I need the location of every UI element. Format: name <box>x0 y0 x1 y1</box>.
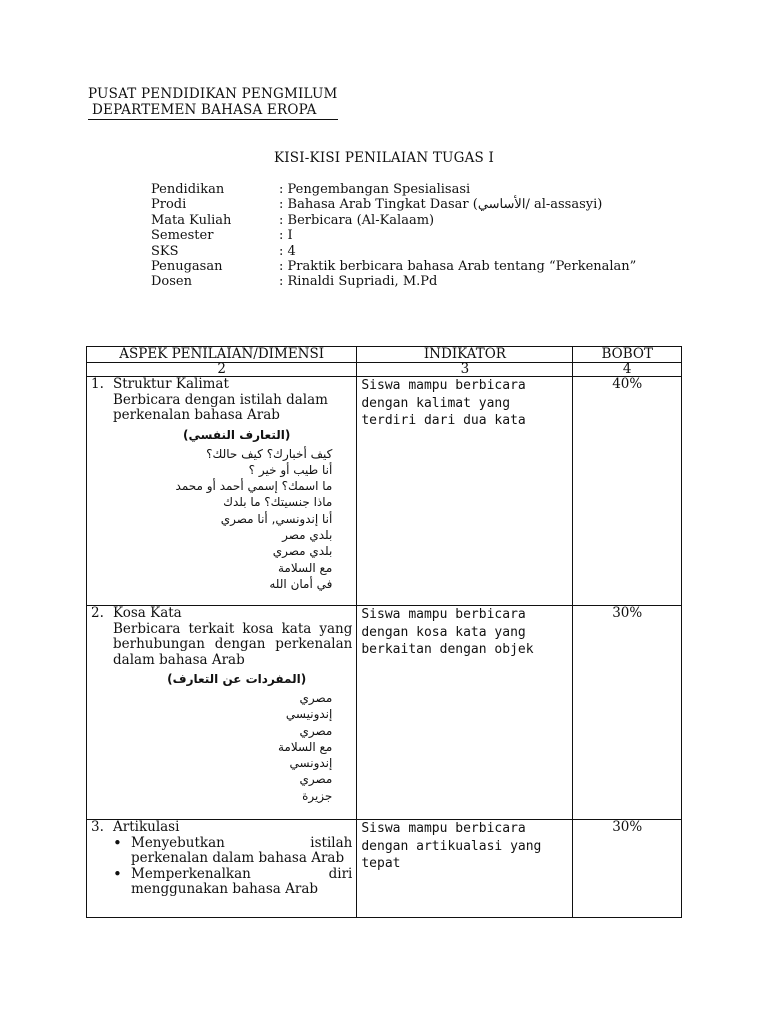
aspect-title: Artikulasi <box>113 819 180 835</box>
arabic-line: في أمان الله <box>269 576 333 591</box>
aspect-cell <box>87 377 357 606</box>
column-number: 3 <box>357 363 573 377</box>
meta-row-dosen <box>151 274 636 289</box>
meta-value: : Pengembangan Spesialisasi <box>279 182 471 197</box>
aspect-bullet-list <box>91 836 352 898</box>
aspect-description: Berbicara terkait kosa kata yang berhubungan dengan perkenalan dalam bahasa Arab <box>113 620 353 668</box>
meta-row-sks <box>151 244 636 259</box>
arabic-line: مصري <box>299 772 333 787</box>
meta-value: : Berbicara (Al-Kalaam) <box>279 212 435 228</box>
arabic-heading: (التعارف النفسي) <box>183 427 291 442</box>
column-number: 4 <box>573 363 682 377</box>
meta-value: : I <box>279 228 293 244</box>
table-row <box>87 606 682 820</box>
table-row <box>87 377 682 606</box>
arabic-line: إندونسي <box>289 756 333 771</box>
indicator-cell: Siswa mampu berbicara dengan kosa kata yang berkaitan dengan objek <box>357 606 573 820</box>
meta-row-penugasan <box>151 259 636 274</box>
arabic-line: أنا طيب أو خير ؟ <box>248 462 333 477</box>
arabic-line: بلدي مصر <box>282 527 333 542</box>
arabic-line: ما اسمك؟ إسمي أحمد أو محمد <box>175 479 333 494</box>
institution-name: PUSAT PENDIDIKAN PENGMILUM <box>88 86 338 102</box>
department-name: DEPARTEMEN BAHASA EROPA <box>88 102 338 120</box>
aspect-heading <box>91 377 352 393</box>
bullet-item: • Memperkenalkan diri menggunakan bahasa Arab <box>113 867 352 898</box>
indicator-cell: Siswa mampu berbicara dengan kalimat yang terdiri dari dua kata <box>357 377 573 606</box>
arabic-heading: (المفردات عن التعارف) <box>167 672 307 686</box>
arabic-line: جزيرة <box>302 788 333 803</box>
arabic-line: إندونيسي <box>285 707 333 722</box>
aspect-cell <box>87 606 357 820</box>
meta-key: Pendidikan <box>151 182 225 197</box>
arabic-line: كيف أخبارك؟ كيف حالك؟ <box>206 446 333 461</box>
bullet-item: • Menyebutkan istilah perkenalan dalam bahasa Arab <box>113 836 352 867</box>
aspect-number: 3. <box>91 819 104 835</box>
meta-row-mata-kuliah <box>151 213 636 228</box>
meta-key: Prodi <box>151 197 187 213</box>
aspect-number: 2. <box>91 605 104 621</box>
arabic-line: أنا إندونسي, أنا مصري <box>220 511 333 526</box>
arabic-line: ماذا جنسيتك؟ ما بلدك <box>223 495 333 510</box>
document-title: KISI-KISI PENILAIAN TUGAS I <box>273 150 495 166</box>
aspect-number: 1. <box>91 376 104 392</box>
meta-key: Dosen <box>151 274 192 290</box>
arabic-line: مصري <box>299 723 333 738</box>
meta-value: : Praktik berbicara bahasa Arab tentang “Perkenalan” <box>279 259 637 275</box>
column-header: INDIKATOR <box>357 347 573 363</box>
aspect-cell <box>87 820 357 918</box>
meta-row-pendidikan <box>151 182 636 197</box>
arabic-line: مع السلامة <box>278 739 333 754</box>
meta-row-prodi <box>151 197 636 212</box>
meta-value: : Rinaldi Supriadi, M.Pd <box>279 274 438 290</box>
arabic-line: مصري <box>299 691 333 705</box>
weight-cell: 30% <box>573 820 682 918</box>
aspect-heading <box>91 820 352 836</box>
institution-header <box>88 86 338 120</box>
meta-key: Semester <box>151 228 214 244</box>
arabic-line: مع السلامة <box>278 560 333 575</box>
indicator-cell: Siswa mampu berbicara dengan artikualasi yang tepat <box>357 820 573 918</box>
meta-key: SKS <box>151 243 179 259</box>
meta-value: : Bahasa Arab Tingkat Dasar (الأساسي/ al-assasyi) <box>279 197 603 213</box>
aspect-heading <box>91 606 352 622</box>
table-header-row <box>87 347 682 363</box>
weight-cell: 30% <box>573 606 682 820</box>
table-row <box>87 820 682 918</box>
meta-key: Mata Kuliah <box>151 212 232 228</box>
arabic-line: بلدي مصري <box>272 544 333 559</box>
meta-value: : 4 <box>279 243 296 259</box>
assessment-table <box>86 346 682 918</box>
aspect-title: Kosa Kata <box>113 605 182 621</box>
column-header: BOBOT <box>573 347 682 363</box>
aspect-description: Berbicara dengan istilah dalam perkenalan bahasa Arab <box>113 391 328 423</box>
meta-row-semester <box>151 228 636 243</box>
meta-key: Penugasan <box>151 259 223 275</box>
weight-cell: 40% <box>573 377 682 606</box>
column-number: 2 <box>87 363 357 377</box>
course-info <box>151 182 636 290</box>
aspect-title: Struktur Kalimat <box>113 376 229 392</box>
column-header: ASPEK PENILAIAN/DIMENSI <box>87 347 357 363</box>
column-number-row <box>87 363 682 377</box>
